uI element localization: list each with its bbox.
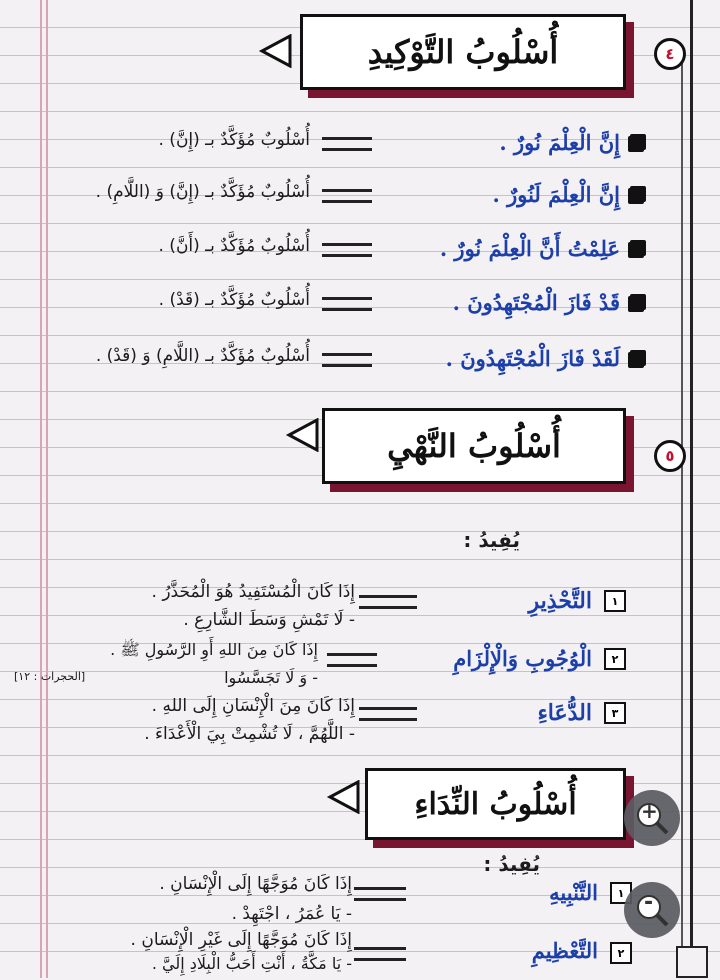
desc-text: إِذَا كَانَ مِنَ اللهِ أَوِ الرَّسُولِ ﷺ . [110,640,318,659]
arrow-left-icon [285,418,319,452]
desc-text: أُسْلُوبٌ مُؤَكَّدٌ بـ (قَدْ) . [158,290,310,310]
equals-sign [318,184,376,210]
bullet-icon [628,136,644,152]
vocative-term [549,880,598,906]
equals-sign [323,648,383,674]
prohibition-example [224,668,318,694]
equals-sign [355,702,421,728]
item-number: ٢ [611,652,619,666]
desc-text: إِذَا كَانَ مِنَ الْإِنْسَانِ إِلَى اللهِ . [151,696,355,716]
item-number: ١ [617,886,625,900]
emphasis-sentence [453,290,620,316]
desc-text: إِذَا كَانَ مُوَجَّهًا إِلَى غَيْرِ الْإِنْسَانِ . [130,930,352,950]
sentence-text: لَقَدْ فَازَ الْمُجْتَهِدُونَ . [445,346,620,371]
section-title-box [300,14,626,90]
term-text: التَّحْذِيرِ [528,588,592,614]
intro-text: يُفِيدُ : [483,852,540,876]
emphasis-sentence [492,182,620,208]
prohibition-desc [152,582,355,608]
page-margin-line [46,0,48,978]
desc-text: أُسْلُوبٌ مُؤَكَّدٌ بـ (إِنَّ) . [158,130,310,150]
desc-text: أُسْلُوبٌ مُؤَكَّدٌ بـ (إِنَّ) وَ (اللَّامِ) . [95,182,310,202]
desc-text: إِذَا كَانَ الْمُسْتَفِيدُ هُوَ الْمُحَذَّرُ . [151,582,355,602]
equals-sign [318,292,376,318]
zoom-out-label: - [644,890,654,915]
sentence-text: إِنَّ الْعِلْمَ نُورٌ . [499,130,620,155]
example-text: - وَ لَا تَجَسَّسُوا [224,668,318,687]
desc-text: إِذَا كَانَ مُوَجَّهًا إِلَى الْإِنْسَانِ . [159,874,352,894]
reference-text: [الحجرات : ١٢] [14,670,86,683]
emphasis-sentence [446,346,620,372]
example-text: - يَا مَكَّةُ ، أَنْتِ أَحَبُّ الْبِلَادِ إِلَيَّ . [151,954,352,973]
section-number: ٤ [665,45,675,63]
item-number-box [604,702,626,724]
example-text: - لَا تَمْشِ وَسَطَ الشَّارِعِ . [183,610,355,630]
section-number-badge [654,440,686,472]
item-number: ٢ [617,946,625,960]
intro-text: يُفِيدُ : [463,528,520,552]
vocative-example [152,954,352,980]
emphasis-desc [159,130,311,156]
prohibition-term [537,700,592,726]
section-title: أُسْلُوبُ النَّهْيِ [387,427,561,465]
item-number: ٣ [611,706,619,720]
item-number-box [604,648,626,670]
bullet-icon [628,296,644,312]
section-number: ٥ [665,447,675,465]
zoom-in-button[interactable] [624,790,680,846]
vocative-example [232,904,352,930]
item-number-box [604,590,626,612]
emphasis-desc [96,182,310,208]
term-text: الدُّعَاءِ [537,700,592,726]
section-intro [483,852,540,878]
bullet-icon [628,188,644,204]
zoom-out-button[interactable] [624,882,680,938]
arrow-left-icon [258,34,292,68]
prohibition-term [529,588,592,614]
sentence-text: قَدْ فَازَ الْمُجْتَهِدُونَ . [452,290,620,315]
section-number-badge [654,38,686,70]
equals-sign [318,348,376,374]
term-text: التَّعْظِيمِ [531,938,598,963]
bullet-icon [628,242,644,258]
section-title-box [322,408,626,484]
right-rule-inner [681,60,683,978]
section-title: أُسْلُوبُ التَّوْكِيدِ [367,33,559,71]
sentence-text: إِنَّ الْعِلْمَ لَنُورٌ . [492,182,620,207]
prohibition-desc [110,640,318,666]
vocative-term [532,938,598,964]
bullet-icon [628,352,644,368]
vocative-desc [131,930,352,956]
item-number-box [610,942,632,964]
vocative-desc [159,874,352,900]
prohibition-term [453,646,592,672]
prohibition-example [183,610,355,636]
emphasis-desc [159,236,311,262]
corner-box [676,946,708,978]
example-text: - اللَّهُمَّ ، لَا تُشْمِتْ بِيَ الْأَعْدَاءَ . [144,724,355,744]
sentence-text: عَلِمْتُ أَنَّ الْعِلْمَ نُورٌ . [439,236,620,261]
zoom-in-label: + [641,799,658,823]
emphasis-desc [159,290,310,316]
item-number: ١ [611,594,619,608]
prohibition-example [144,724,355,750]
desc-text: أُسْلُوبٌ مُؤَكَّدٌ بـ (اللَّامِ) وَ (قَدْ) . [95,346,310,366]
section-intro [463,528,520,554]
section-title: أُسْلُوبُ النِّدَاءِ [414,786,577,822]
equals-sign [318,132,376,158]
desc-text: أُسْلُوبٌ مُؤَكَّدٌ بـ (أَنَّ) . [158,236,310,256]
term-text: الْوُجُوبِ وَالْإِلْزَامِ [453,646,592,671]
quran-reference [14,670,85,696]
emphasis-sentence [440,236,620,262]
arrow-left-icon [326,780,360,814]
example-text: - يَا عُمَرُ ، اجْتَهِدْ . [231,904,352,924]
section-title-box [365,768,626,840]
emphasis-desc [96,346,310,372]
equals-sign [318,238,376,264]
term-text: التَّنْبِيهِ [549,880,598,905]
right-rule [690,0,693,978]
equals-sign [355,590,421,616]
equals-sign [350,882,410,908]
prohibition-desc [152,696,355,722]
equals-sign [350,942,410,968]
emphasis-sentence [499,130,620,156]
page-margin-line [40,0,42,978]
